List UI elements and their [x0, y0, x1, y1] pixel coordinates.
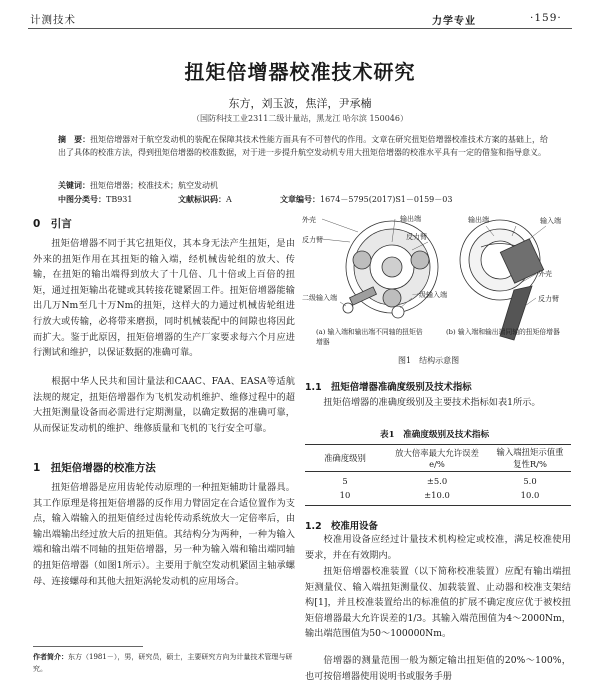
- planet-gear-a2: [411, 251, 429, 269]
- table-header-row: [305, 445, 571, 472]
- footnote-text: 东方（1981－），男，研究员，硕士，主要研究方向为计量技术管理与研究。: [33, 653, 293, 673]
- author-footnote: [33, 651, 295, 675]
- abstract-text: 扭矩倍增器对于航空发动机的装配在保障其技术性能方面具有不可替代的作用。文章在研究扭矩倍增器校准技术方案的基础上，给出了具体的校准方法，得到扭矩倍增器的校准数据，对于进一步提升航空发动机专用大扭矩倍增器的校准水平具有一定的借鉴和指导意义。: [58, 135, 549, 157]
- figure-1-caption: 图1 结构示意图: [398, 356, 460, 365]
- table-cell: 10.0: [520, 490, 540, 500]
- table-row: [305, 472, 571, 488]
- footnote-label: 作者简介：: [33, 653, 68, 661]
- label-reaction-arm-b: 反力臂: [538, 295, 559, 303]
- doc-code-value: A: [226, 195, 232, 204]
- keywords: [58, 179, 548, 192]
- table-cell: 5: [342, 476, 348, 486]
- table-row: [305, 487, 571, 506]
- table-header-cell: 准确度级别: [324, 453, 366, 463]
- section-1-1-heading: 1.1 扭矩倍增器准确度级别及技术指标: [305, 382, 472, 393]
- keywords-label: 关键词：: [58, 181, 90, 190]
- label-output-b: 输出端: [468, 216, 489, 224]
- label-input-b: 输入端: [540, 217, 561, 225]
- footnote-rule: [33, 646, 143, 647]
- header-rule: [28, 28, 572, 29]
- label-outer-shell-a: 外壳: [302, 216, 316, 224]
- label-output-a: 输出端: [400, 215, 421, 223]
- paper-authors: 东方，刘玉波，焦洋，尹承楠: [228, 97, 372, 110]
- table-header-cell: 放大倍率最大允许误差e/%: [395, 448, 479, 469]
- planet-gear-a3: [383, 289, 401, 307]
- journal-name: 计测技术: [30, 14, 76, 26]
- table-header-cell: 输入端扭矩示值重复性R/%: [496, 447, 564, 469]
- paper-affiliation: （国防科技工业2311二级计量站，黑龙江 哈尔滨 150046）: [192, 114, 408, 123]
- abstract-label: 摘 要：: [58, 135, 91, 144]
- article-no-value: 1674－5795(2017)S1－0159－03: [320, 195, 453, 204]
- table-cell: 10: [339, 490, 351, 500]
- table-cell: ±10.0: [424, 490, 450, 500]
- figure-1b-caption: (b) 输入端和输出端同轴的扭矩倍增器: [446, 328, 560, 336]
- secondary-input-knob: [343, 303, 353, 313]
- label-outer-shell-b: 外壳: [538, 270, 552, 278]
- doc-code-label: 文献标识码：: [178, 195, 226, 204]
- intro-paragraph-1: 扭矩倍增器不同于其它扭矩仪，其本身无法产生扭矩，是由外来的扭矩作用在其扭矩的输入端，经机械齿轮组的放大、传输，在扭矩的输出端得到放大了十几倍、几十倍或上百倍的扭矩，通过扭矩输出花键或其转接花键紧固工件。扭矩倍增器能输出几万Nm至几十万Nm的扭矩，这样大的力通过机械齿轮组进行放大或传输，必将带来磨损，同时机械装配中的间隙也将因此而扩大。鉴于此原因，扭矩倍增器的生产厂家要求每六个月应进行测试和维护，以保证数据的准确可靠。: [33, 238, 295, 359]
- planet-gear-a1: [353, 251, 371, 269]
- section-1-2-paragraph-1: 校准用设备应经过计量技术机构检定或校准，满足校准使用要求，并在有效期内。: [305, 534, 571, 561]
- section-1-2-heading: 1.2 校准用设备: [305, 521, 378, 532]
- clc-label: 中图分类号：: [58, 195, 106, 204]
- table-1: [305, 444, 571, 506]
- label-reaction-arm-a2: 反力臂: [406, 233, 427, 241]
- doc-code-line: [178, 194, 232, 205]
- keywords-text: 扭矩倍增器；校准技术；航空发动机: [90, 181, 218, 190]
- label-primary-input-a: 一级输入端: [412, 291, 447, 299]
- clc-value: TB931: [106, 195, 133, 204]
- section-1-1-paragraph: 扭矩倍增器的准确度级别及主要技术指标如表1所示。: [323, 397, 541, 408]
- output-spline-a: [382, 257, 402, 277]
- label-secondary-input-a: 二级输入端: [302, 294, 337, 302]
- classification-line: [58, 194, 132, 205]
- section1-heading: 1 扭矩倍增器的校准方法: [33, 462, 156, 474]
- label-reaction-arm-a: 反力臂: [302, 236, 323, 244]
- intro-paragraph-2: 根据中华人民共和国计量法和CAAC、FAA、EASA等适航法规的规定，扭矩倍增器作为飞机发动机维护、维修过程中的超大扭矩测量设备而必需进行定期测量，以确定数据的准确可靠，从而保证发动机的维护、维修质量和飞机的飞行安全可靠。: [33, 376, 295, 434]
- section-name: 力学专业: [432, 16, 476, 27]
- section-1-2-paragraph-2: 扭矩倍增器校准装置（以下简称校准装置）应配有输出端扭矩测量仪、输入端扭矩测量仪、加载装置、止动器和校准支架结构[1]，并且校准装置给出的标准值的扩展不确定度应优于被校扭矩倍增器最大允许误差的1/3。其输入端范围值为4～2000Nm，输出端范围值为50～100000Nm。: [305, 566, 571, 640]
- primary-input-knob: [392, 306, 404, 318]
- table-cell: 5.0: [523, 476, 537, 486]
- intro-heading: 0 引言: [33, 218, 72, 230]
- table-cell: ±5.0: [426, 476, 448, 486]
- figure-1b-drawing: [460, 220, 544, 340]
- table-1-wrapper: [305, 444, 571, 506]
- article-no-label: 文章编号：: [280, 195, 320, 204]
- section-1-2-paragraph-3: 倍增器的测量范围一般为额定输出扭矩值的20%～100%，也可按倍增器使用说明书或服务手册: [305, 655, 571, 682]
- article-no-line: [280, 194, 452, 205]
- table-1-title: 表1 准确度级别及技术指标: [380, 430, 490, 440]
- page-number: ·159·: [530, 12, 562, 24]
- abstract: [58, 133, 548, 159]
- paper-title: 扭矩倍增器校准技术研究: [184, 60, 416, 84]
- section1-paragraph-1: 扭矩倍增器是应用齿轮传动原理的一种扭矩辅助计量器具。其工作原理是将扭矩倍增器的反作用力臂固定在合适位置作为支点，输入端输入的扭矩值经过齿轮传动系统放大一定倍率后，由输出端输出经过放大后的扭矩值。其结构分为两种，一种为输入端和输出端不同轴的扭矩倍增器，另一种为输入端和输出端同轴的扭矩倍增器（如图1所示）。主要用于航空发动机紧固主轴承螺母、连接螺母和其他大扭矩涡轮发动机的应用场合。: [33, 482, 295, 587]
- figure-1a-caption: (a) 输入端和输出端不同轴的扭矩倍增器: [316, 328, 423, 346]
